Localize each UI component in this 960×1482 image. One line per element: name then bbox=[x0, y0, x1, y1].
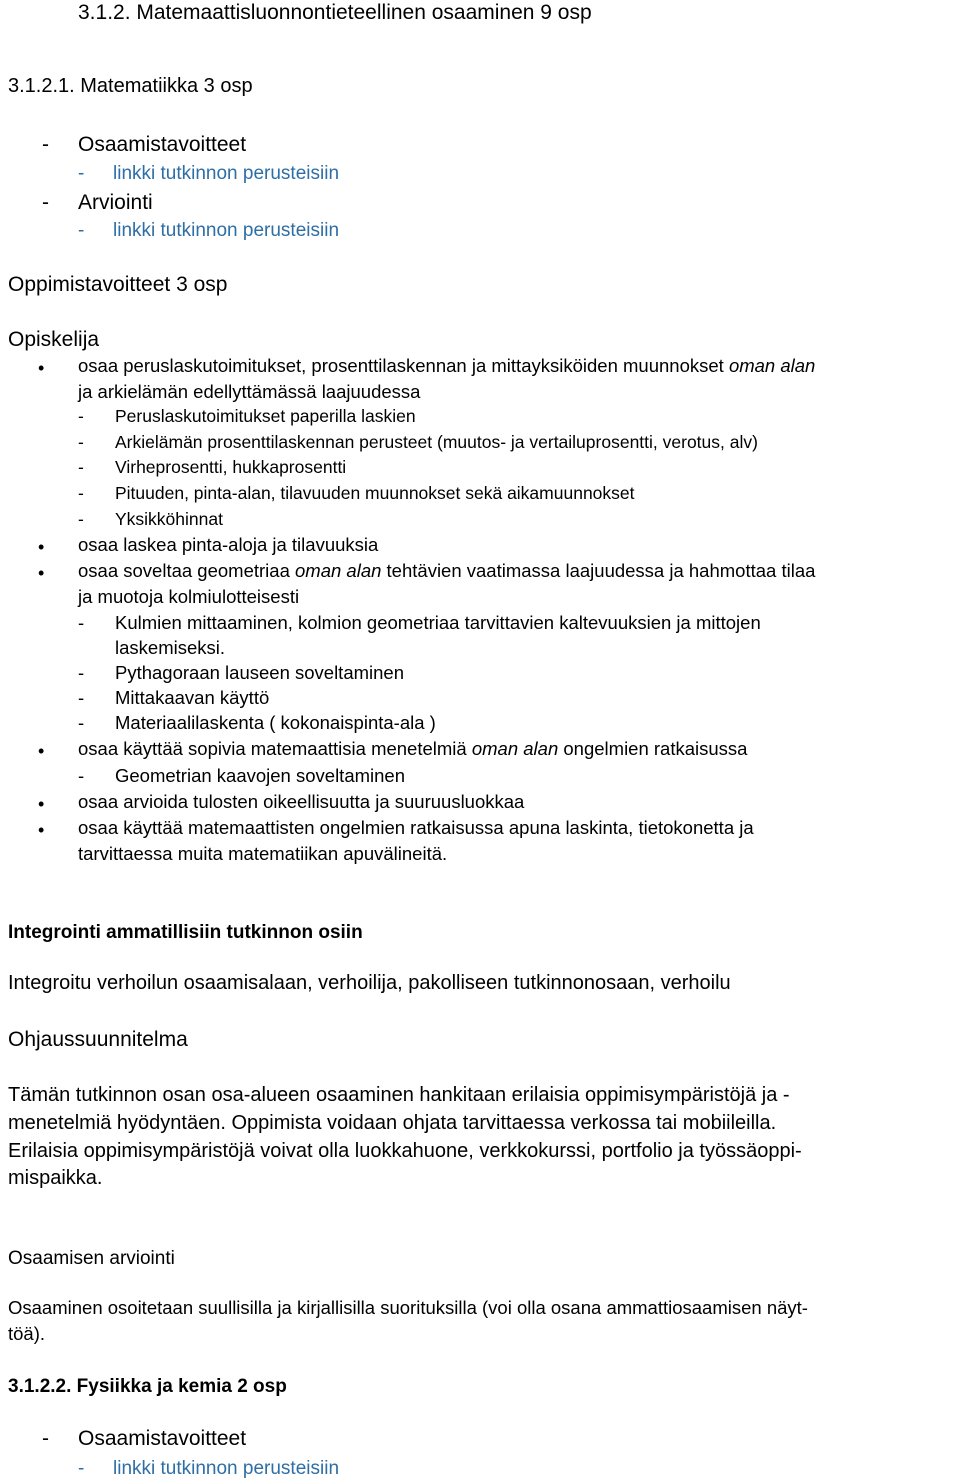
sub-item: Materiaalilaskenta ( kokonaispinta-ala ) bbox=[115, 712, 436, 733]
dash: - bbox=[78, 220, 85, 241]
list-item-text: ja arkielämän edellyttämässä laajuudessa bbox=[78, 381, 421, 402]
dash: - bbox=[78, 712, 85, 733]
dash: - bbox=[78, 1458, 85, 1479]
dash: - bbox=[78, 765, 85, 786]
bullet-icon: • bbox=[38, 794, 45, 814]
integrointi-text: Integroitu verhoilun osaamisalaan, verhoilija, pakolliseen tutkinnonosaan, verhoilu bbox=[8, 972, 731, 994]
dash: - bbox=[42, 133, 49, 156]
list-item: osaa laskea pinta-aloja ja tilavuuksia bbox=[78, 534, 379, 555]
paragraph-line: töä). bbox=[8, 1323, 46, 1344]
sub-item: Pituuden, pinta-alan, tilavuuden muunnokset sekä aikamuunnokset bbox=[115, 483, 635, 503]
dash: - bbox=[78, 163, 85, 184]
emphasis-text: oman alan bbox=[728, 355, 816, 376]
list-item bbox=[78, 740, 747, 759]
sub-item: Virheprosentti, hukkaprosentti bbox=[115, 457, 347, 477]
heading-matematiikka: 3.1.2.1. Matematiikka 3 osp bbox=[8, 75, 253, 97]
paragraph-line: menetelmiä hyödyntäen. Oppimista voidaan ohjata tarvittaessa verkossa tai mobiileilla. bbox=[8, 1112, 777, 1134]
sub-item: laskemiseksi. bbox=[115, 637, 225, 658]
list-item-text: tehtävien vaatimassa laajuudessa ja hahmottaa tilaa bbox=[381, 560, 816, 581]
list-item bbox=[78, 357, 815, 376]
list-item-text: ja muotoja kolmiulotteisesti bbox=[78, 586, 300, 607]
sub-item: Pythagoraan lauseen soveltaminen bbox=[115, 662, 404, 683]
bullet-icon: • bbox=[38, 537, 45, 557]
paragraph-line: Erilaisia oppimisympäristöjä voivat olla luokkahuone, verkkokurssi, portfolio ja työssäoppi- bbox=[8, 1140, 802, 1162]
heading-fysiikka: 3.1.2.2. Fysiikka ja kemia 2 osp bbox=[8, 1376, 287, 1397]
sub-item: Mittakaavan käyttö bbox=[115, 687, 270, 708]
dash: - bbox=[78, 457, 84, 477]
dash: - bbox=[78, 483, 84, 503]
list-item-text: osaa käyttää sopivia matemaattisia menetelmiä bbox=[78, 738, 472, 759]
perusteet-link[interactable]: linkki tutkinnon perusteisiin bbox=[113, 220, 340, 241]
dash: - bbox=[78, 509, 84, 529]
dash: - bbox=[78, 406, 84, 426]
oppimistavoitteet-heading: Oppimistavoitteet 3 osp bbox=[8, 273, 228, 296]
bullet-icon: • bbox=[38, 358, 45, 378]
osaamistavoitteet-label: Osaamistavoitteet bbox=[78, 133, 247, 156]
bullet-icon: • bbox=[38, 741, 45, 761]
sub-item: Arkielämän prosenttilaskennan perusteet (muutos- ja vertailuprosentti, verotus, alv) bbox=[115, 432, 758, 452]
dash: - bbox=[78, 612, 85, 633]
list-item-text: osaa soveltaa geometriaa bbox=[78, 560, 295, 581]
perusteet-link[interactable]: linkki tutkinnon perusteisiin bbox=[113, 163, 340, 184]
dash: - bbox=[42, 1427, 49, 1450]
dash: - bbox=[42, 191, 49, 214]
dash: - bbox=[78, 432, 84, 452]
paragraph-line: Tämän tutkinnon osan osa-alueen osaaminen hankitaan erilaisia oppimisympäristöjä ja - bbox=[8, 1084, 790, 1106]
paragraph-line: mispaikka. bbox=[8, 1167, 103, 1189]
osaamisen-arviointi-heading: Osaamisen arviointi bbox=[8, 1248, 175, 1269]
sub-item: Yksikköhinnat bbox=[115, 509, 223, 529]
list-item-text: tarvittaessa muita matematiikan apuvälineitä. bbox=[78, 843, 448, 864]
sub-item: Kulmien mittaaminen, kolmion geometriaa tarvittavien kaltevuuksien ja mittojen bbox=[115, 612, 761, 633]
list-item: osaa arvioida tulosten oikeellisuutta ja suuruusluokkaa bbox=[78, 791, 525, 812]
ohjaussuunnitelma-heading: Ohjaussuunnitelma bbox=[8, 1028, 188, 1051]
dash: - bbox=[78, 662, 85, 683]
osaamistavoitteet-label: Osaamistavoitteet bbox=[78, 1427, 247, 1450]
list-item-text: osaa peruslaskutoimitukset, prosenttilaskennan ja mittayksiköiden muunnokset bbox=[78, 355, 729, 376]
bullet-icon: • bbox=[38, 563, 45, 583]
perusteet-link[interactable]: linkki tutkinnon perusteisiin bbox=[113, 1458, 340, 1479]
list-item bbox=[78, 562, 815, 581]
sub-item: Geometrian kaavojen soveltaminen bbox=[115, 765, 405, 786]
dash: - bbox=[78, 687, 85, 708]
emphasis-text: oman alan bbox=[295, 560, 382, 581]
arviointi-label: Arviointi bbox=[78, 191, 153, 214]
list-item-text: ongelmien ratkaisussa bbox=[558, 738, 748, 759]
sub-item: Peruslaskutoimitukset paperilla laskien bbox=[115, 406, 416, 426]
opiskelija-label: Opiskelija bbox=[8, 328, 100, 351]
list-item: osaa käyttää matemaattisten ongelmien ratkaisussa apuna laskinta, tietokonetta ja bbox=[78, 817, 754, 838]
paragraph-line: Osaaminen osoitetaan suullisilla ja kirjallisilla suorituksilla (voi olla osana ammattiosaamisen näyt- bbox=[8, 1297, 808, 1318]
heading-main: 3.1.2. Matemaattisluonnontieteellinen osaaminen 9 osp bbox=[78, 1, 592, 24]
emphasis-text: oman alan bbox=[471, 738, 559, 759]
bullet-icon: • bbox=[38, 820, 45, 840]
integrointi-heading: Integrointi ammatillisiin tutkinnon osiin bbox=[8, 922, 363, 943]
